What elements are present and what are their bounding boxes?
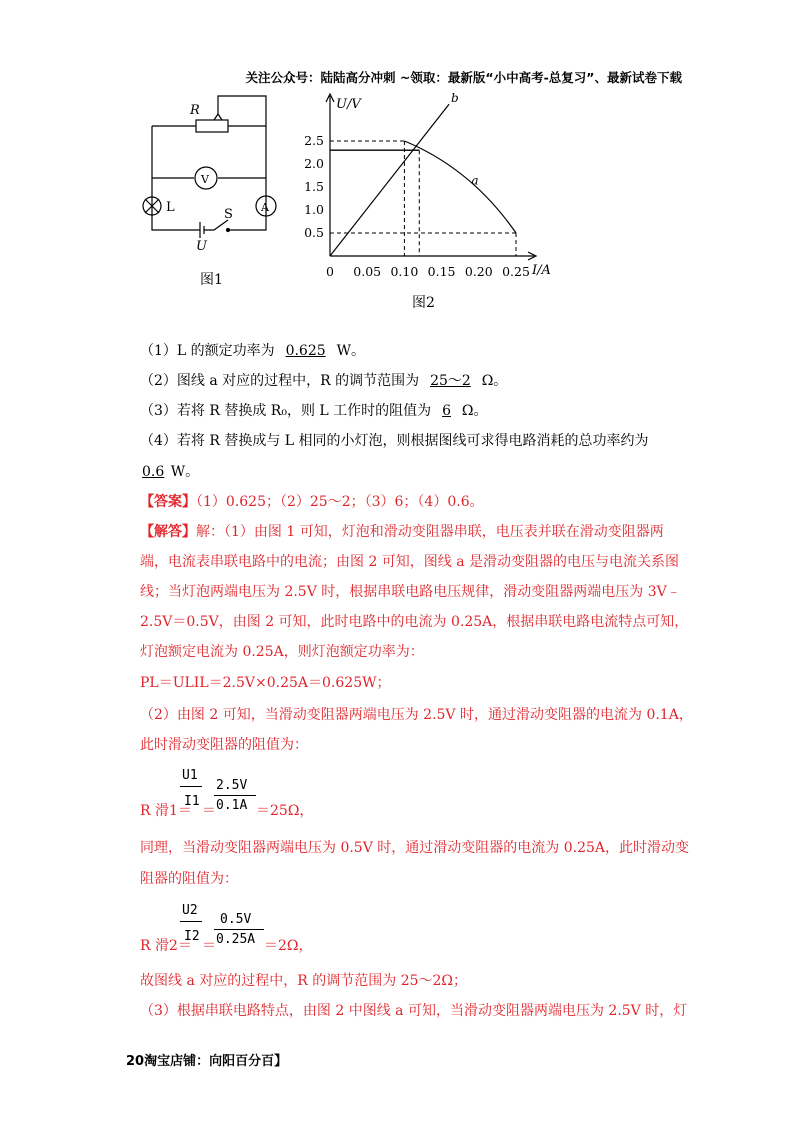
lamp-label: L bbox=[166, 200, 175, 215]
formula2-num: U2 bbox=[182, 903, 198, 918]
solution-line-5: 灯泡额定电流为 0.25A，则灯泡额定功率为： bbox=[140, 644, 424, 660]
series-a-label: a bbox=[471, 173, 479, 188]
y-tick-label: 1.0 bbox=[304, 202, 324, 217]
page-footer: 20淘宝店铺：向阳百分百】 bbox=[126, 1054, 288, 1069]
solution-line-12: （3）根据串联电路特点，由图 2 中图线 a 可知，当滑动变阻器两端电压为 2.5V 时，灯 bbox=[140, 1003, 688, 1019]
formula1-bar2 bbox=[214, 795, 256, 796]
q3-answer: 6 bbox=[442, 403, 451, 419]
formula1-rhs: ＝25Ω， bbox=[256, 803, 314, 819]
formula2-rhs: ＝2Ω， bbox=[264, 938, 313, 954]
resistor-label: R bbox=[190, 103, 200, 118]
solution-line-6: PL＝ULIL＝2.5V×0.25A＝0.625W； bbox=[140, 675, 391, 691]
y-tick-label: 2.0 bbox=[304, 156, 324, 171]
switch-label: S bbox=[224, 207, 233, 222]
formula1-num: U1 bbox=[182, 768, 198, 783]
solution-line-10: 阻器的阻值为： bbox=[140, 871, 238, 887]
question-4: （4）若将 R 替换成与 L 相同的小灯泡，则根据图线可求得电路消耗的总功率约为 bbox=[140, 433, 649, 449]
series-b-label: b bbox=[451, 91, 459, 106]
ammeter-label: A bbox=[261, 201, 269, 214]
solution-line-9: 同理，当滑动变阻器两端电压为 0.5V 时，通过滑动变阻器的电流为 0.25A，此时滑动变 bbox=[140, 840, 690, 856]
q1-answer: 0.625 bbox=[285, 343, 326, 359]
answer-line: 【答案】（1）0.625；（2）25～2；（3）6；（4）0.6。 bbox=[140, 494, 484, 510]
formula1-den: I1 bbox=[184, 794, 200, 809]
y-axis-label: U/V bbox=[336, 97, 361, 112]
formula2-lhs: R 滑2＝ bbox=[140, 938, 192, 954]
x-tick-label: 0.10 bbox=[390, 264, 419, 279]
formula1-eq: ＝ bbox=[202, 803, 216, 819]
question-1: （1）L 的额定功率为 0.625 W。 bbox=[140, 343, 365, 359]
fig1-caption: 图1 bbox=[200, 272, 223, 288]
solution-line-11: 故图线 a 对应的过程中，R 的调节范围为 25～2Ω； bbox=[140, 973, 468, 989]
x-tick-label: 0 bbox=[326, 264, 334, 279]
solution-line-8: 此时滑动变阻器的阻值为： bbox=[140, 737, 308, 753]
formula2-eq: ＝ bbox=[202, 938, 216, 954]
formula1-lhs: R 滑1＝ bbox=[140, 803, 192, 819]
circuit-diagram bbox=[138, 92, 278, 252]
page-header: 关注公众号：陆陆高分冲刺 ~领取：最新版“小中高考-总复习”、最新试卷下载 bbox=[245, 70, 682, 85]
y-tick-label: 0.5 bbox=[304, 225, 324, 240]
x-tick-label: 0.15 bbox=[427, 264, 456, 279]
formula2-bar2 bbox=[214, 929, 264, 930]
question-2: （2）图线 a 对应的过程中，R 的调节范围为 25～2 Ω。 bbox=[140, 373, 508, 389]
x-axis-label: I/A bbox=[532, 263, 551, 278]
ui-chart bbox=[296, 88, 566, 290]
solution-line-3: 线；当灯泡两端电压为 2.5V 时，根据串联电路电压规律，滑动变阻器两端电压为 3V﹣ bbox=[140, 584, 681, 600]
formula2-den: I2 bbox=[184, 929, 200, 944]
formula2-bar bbox=[180, 921, 202, 922]
formula1-den2: 0.1A bbox=[216, 798, 248, 813]
x-tick-label: 0.20 bbox=[464, 264, 493, 279]
solution-line-2: 端，电流表串联电路中的电流；由图 2 可知，图线 a 是滑动变阻器的电压与电流关系图 bbox=[140, 554, 680, 570]
formula2-num2: 0.5V bbox=[220, 912, 252, 927]
question-3: （3）若将 R 替换成 R₀，则 L 工作时的阻值为 6 Ω。 bbox=[140, 403, 488, 419]
solution-line-4: 2.5V＝0.5V，由图 2 可知，此时电路中的电流为 0.25A，根据串联电路电流特点可知， bbox=[140, 614, 689, 630]
y-tick-label: 1.5 bbox=[304, 179, 324, 194]
solution-line-7: （2）由图 2 可知，当滑动变阻器两端电压为 2.5V 时，通过滑动变阻器的电流为 0.1A， bbox=[140, 707, 693, 723]
fig2-caption: 图2 bbox=[412, 295, 435, 311]
voltmeter-label: V bbox=[201, 173, 209, 186]
x-tick-label: 0.25 bbox=[502, 264, 530, 279]
formula1-num2: 2.5V bbox=[216, 778, 248, 793]
q2-answer: 25～2 bbox=[430, 373, 471, 389]
question-4-answer: 0.6 W。 bbox=[142, 464, 200, 480]
formula1-bar bbox=[180, 786, 202, 787]
y-tick-label: 2.5 bbox=[304, 133, 324, 148]
solution-line-1: 【解答】解：（1）由图 1 可知，灯泡和滑动变阻器串联，电压表并联在滑动变阻器两 bbox=[140, 524, 664, 540]
q4-answer: 0.6 bbox=[142, 464, 165, 480]
x-tick-label: 0.05 bbox=[353, 264, 382, 279]
series-a-line bbox=[404, 141, 516, 233]
source-label: U bbox=[196, 239, 207, 252]
formula2-den2: 0.25A bbox=[216, 932, 256, 947]
